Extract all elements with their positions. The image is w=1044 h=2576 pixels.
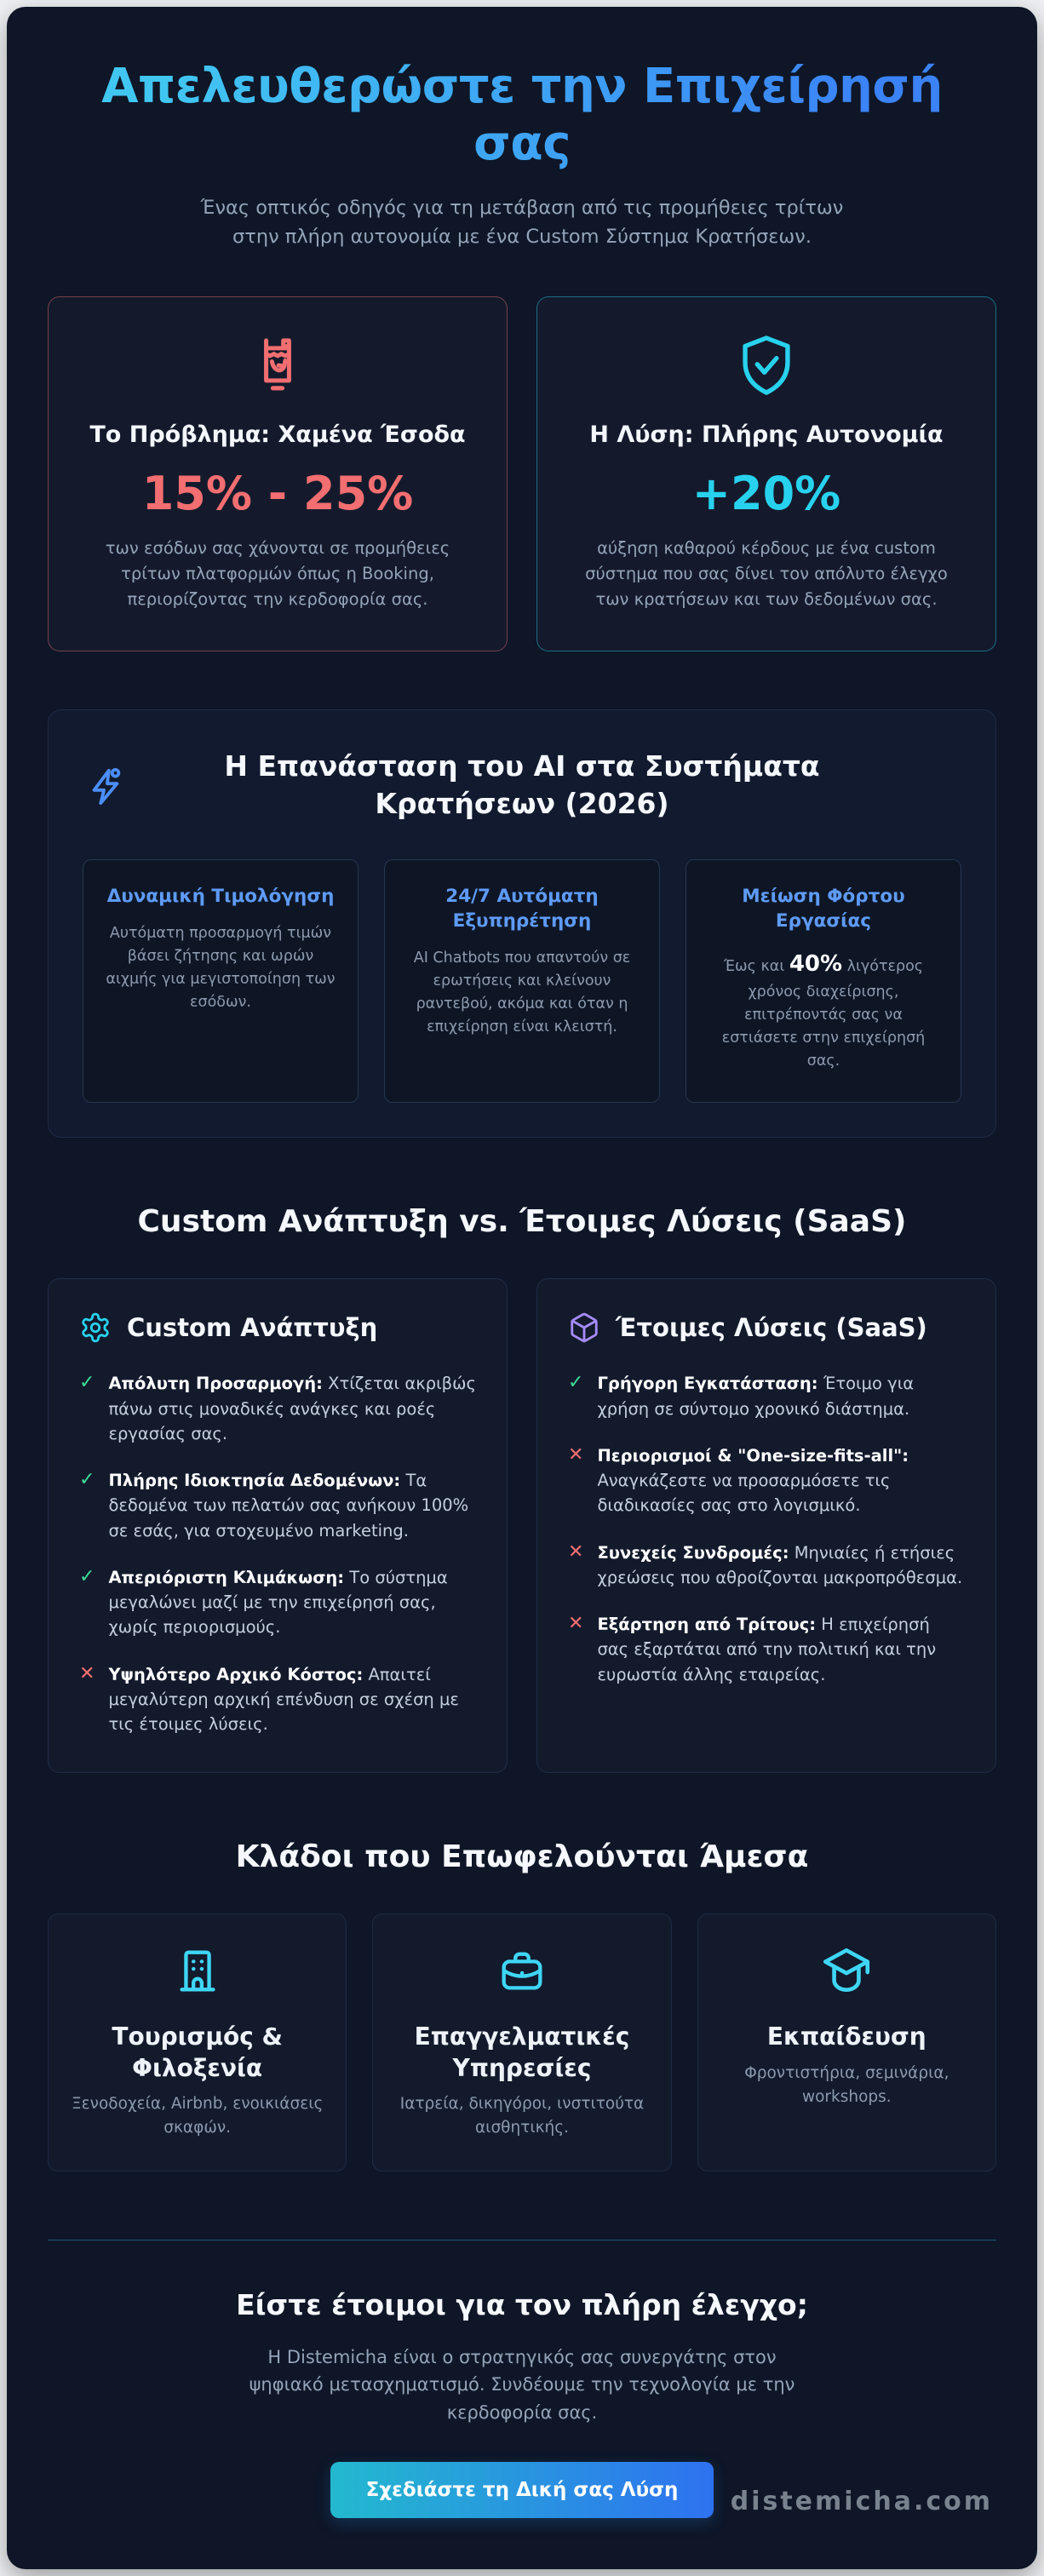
problem-title: Το Πρόβλημα: Χαμένα Έσοδα [89,421,466,448]
custom-development-card [48,1278,508,1773]
cross-icon: ✕ [568,1540,584,1563]
saas-card-title: Έτοιμες Λύσεις (SaaS) [616,1313,927,1343]
ai-card-title: Δυναμική Τιμολόγηση [106,885,335,907]
package-icon [568,1311,600,1344]
solution-title: Η Λύση: Πλήρης Αυτονομία [589,421,944,448]
lost-revenue-icon [77,331,478,399]
list-item: ✕ Υψηλότερο Αρχικό Κόστος: Απαιτεί μεγαλύτερη αρχική επένδυση σε σχέση με τις έτοιμες λύσεις. [79,1662,476,1737]
industry-card-education [697,1913,996,2171]
industry-text: Ιατρεία, δικηγόροι, ινστιτούτα αισθητικής. [399,2095,645,2137]
comparison-title: Custom Ανάπτυξη vs. Έτοιμες Λύσεις (SaaS) [137,1204,907,1240]
graduation-cap-icon [720,1943,973,1999]
ai-section-title: Η Επανάσταση του AI στα Συστήματα Κρατήσεων (2026) [224,749,820,821]
ai-card-text: Έως και 40% λιγότερος χρόνος διαχείρισης, επιτρέποντάς σας να εστιάσετε στην επιχείρησή σας. [721,950,926,1070]
saas-pro-con-list [568,1371,965,1687]
check-icon: ✓ [79,1469,95,1491]
custom-card-title: Custom Ανάπτυξη [127,1313,378,1343]
ai-card-text: AI Chatbots που απαντούν σε ερωτήσεις και κλείνουν ραντεβού, ακόμα και όταν η επιχείρηση είναι κλειστή. [413,949,631,1036]
list-item: ✕ Συνεχείς Συνδρομές: Μηνιαίες ή ετήσιες χρεώσεις που αθροίζονται μακροπρόθεσμα. [568,1540,965,1591]
cta-section [48,2240,996,2519]
solution-description: αύξηση καθαρού κέρδους με ένα custom σύστημα που σας δίνει τον απόλυτο έλεγχο των κρατήσεων και των δεδομένων σας. [585,537,948,610]
industry-card-professional [372,1913,671,2171]
list-item: ✓ Πλήρης Ιδιοκτησία Δεδομένων: Τα δεδομένα των πελατών σας ανήκουν 100% σε εσάς, για στοχευμένο marketing. [79,1468,476,1543]
site-watermark: distemicha.com [730,2487,993,2517]
solution-value: +20% [691,466,841,520]
cta-title: Είστε έτοιμοι για τον πλήρη έλεγχο; [236,2287,808,2321]
industries-section [48,1913,996,2171]
ai-card-workload [685,859,961,1104]
shield-check-icon [566,331,967,399]
industry-title: Επαγγελματικές Υπηρεσίες [414,2022,630,2082]
ai-card-text: Αυτόματη προσαρμογή τιμών βάσει ζήτησης και ωρών αιχμής για μεγιστοποίηση των εσόδων. [106,924,336,1012]
industries-title: Κλάδοι που Επωφελούνται Άμεσα [235,1839,809,1875]
problem-value: 15% - 25% [141,466,414,520]
design-solution-button[interactable]: Σχεδιάστε τη Δική σας Λύση [330,2462,714,2518]
infographic-panel [7,7,1037,2569]
comparison-section [48,1278,996,1773]
ai-card-auto-service [384,859,660,1104]
problem-card [48,296,508,651]
ai-card-title: 24/7 Αυτόματη Εξυπηρέτηση [445,885,599,932]
saas-card [536,1278,996,1773]
ai-section [48,709,996,1139]
building-icon [71,1943,324,1999]
stats-section [48,296,996,651]
check-icon: ✓ [79,1565,95,1587]
problem-description: των εσόδων σας χάνονται σε προμήθειες τρίτων πλατφορμών όπως η Booking, περιορίζοντας την κερδοφορία σας. [105,537,450,610]
ai-cards-row [83,859,961,1104]
gear-icon [79,1311,112,1344]
cross-icon: ✕ [79,1662,95,1684]
cross-icon: ✕ [568,1613,584,1635]
ai-card-title: Μείωση Φόρτου Εργασίας [742,885,905,932]
list-item: ✓ Απόλυτη Προσαρμογή: Χτίζεται ακριβώς πάνω στις μοναδικές ανάγκες και ροές εργασίας σας. [79,1371,476,1446]
cta-text: Η Distemicha είναι ο στρατηγικός σας συνεργάτης στον ψηφιακό μετασχηματισμό. Συνδέουμε την τεχνολογία με την κερδοφορία σας. [249,2346,795,2423]
custom-pro-con-list [79,1371,476,1736]
industry-card-tourism [48,1913,347,2171]
industry-text: Φροντιστήρια, σεμινάρια, workshops. [744,2063,949,2106]
page-subtitle: Ένας οπτικός οδηγός για τη μετάβαση από τις προμήθειες τρίτων στην πλήρη αυτονομία με ένα Custom Σύστημα Κρατήσεων. [200,197,844,249]
check-icon: ✓ [79,1372,95,1394]
ai-card-dynamic-pricing [83,859,359,1104]
list-item: ✕ Περιορισμοί & "One-size-fits-all": Αναγκάζεστε να προσαρμόσετε τις διαδικασίες σας στο λογισμικό. [568,1443,965,1518]
list-item: ✓ Απεριόριστη Κλιμάκωση: Το σύστημα μεγαλώνει μαζί με την επιχείρησή σας, χωρίς περιορισμούς. [79,1565,476,1640]
list-item: ✕ Εξάρτηση από Τρίτους: Η επιχείρησή σας εξαρτάται από την πολιτική και την ευρωστία άλλης εταιρείας. [568,1612,965,1687]
page-title: Απελευθερώστε την Επιχείρησή σας [56,58,988,172]
workload-stat: 40% [789,950,843,977]
briefcase-icon [395,1943,648,1999]
lightning-bolt-icon [86,765,125,809]
industry-title: Εκπαίδευση [766,2022,926,2051]
industry-title: Τουρισμός & Φιλοξενία [112,2022,283,2082]
cross-icon: ✕ [568,1443,584,1466]
check-icon: ✓ [568,1372,584,1394]
industry-text: Ξενοδοχεία, Airbnb, ενοικιάσεις σκαφών. [71,2095,324,2137]
list-item: ✓ Γρήγορη Εγκατάσταση: Έτοιμο για χρήση σε σύντομο χρονικό διάστημα. [568,1371,965,1421]
solution-card [536,296,996,651]
